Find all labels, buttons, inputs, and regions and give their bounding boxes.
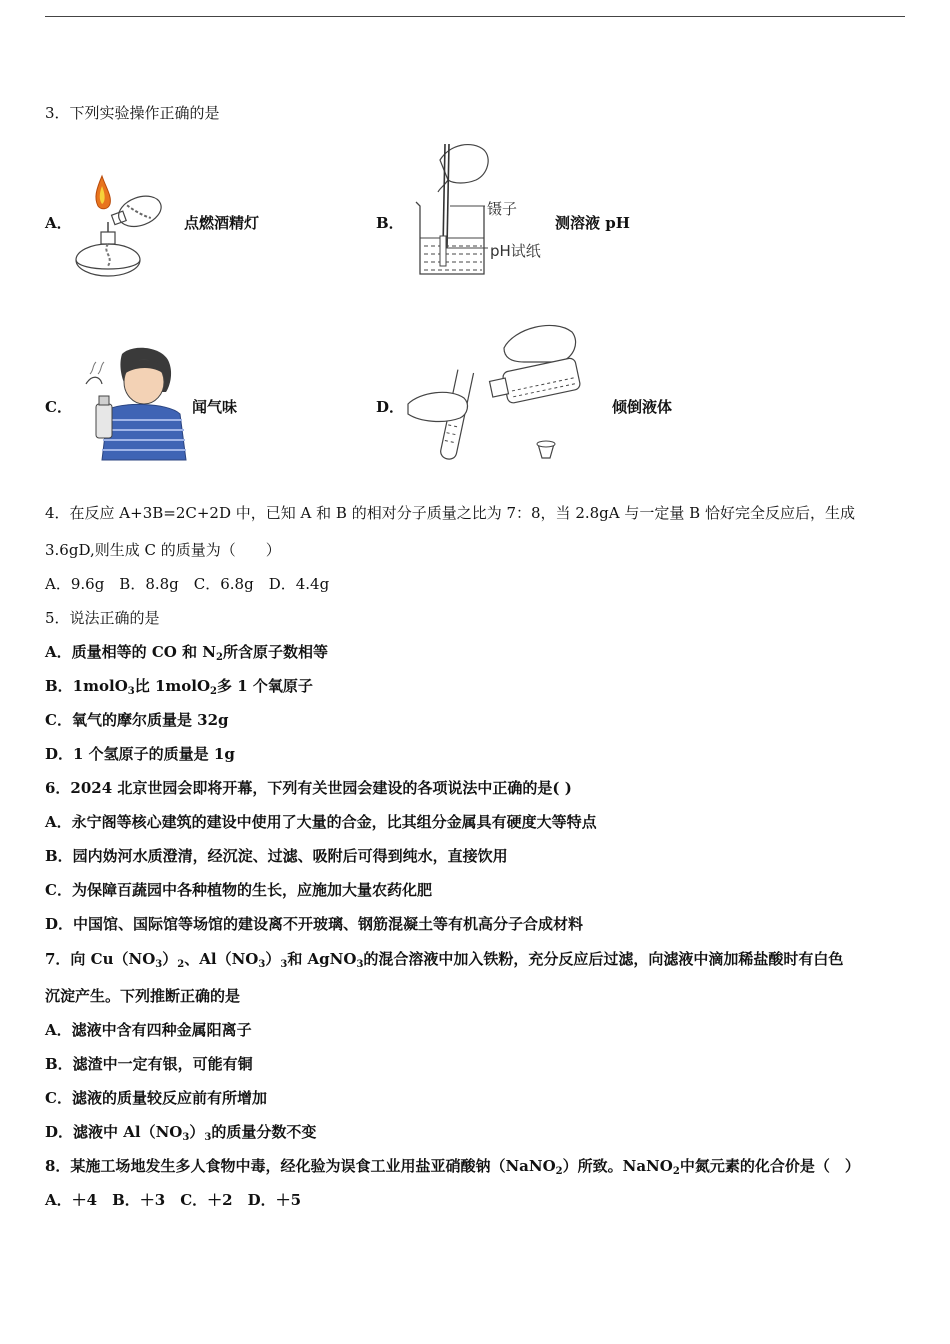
q7-option-c: C．滤液的质量较反应前有所增加 [45, 1089, 267, 1107]
q4-stem-line2: 3.6gD,则生成 C 的质量为（ ） [45, 541, 281, 559]
q3-option-a-caption: 点燃酒精灯 [184, 214, 260, 232]
header-rule [45, 16, 905, 17]
alcohol-lamp-figure [68, 172, 173, 280]
q7-stem-line2: 沉淀产生。下列推断正确的是 [45, 987, 241, 1005]
q4-options: A．9.6g B．8.8g C．6.8g D．4.4g [45, 575, 330, 593]
q3-stem: 3．下列实验操作正确的是 [45, 104, 220, 122]
q5-option-b: B．1molO$_3$比 1molO$_2$多 1 个氧原子 [45, 677, 313, 697]
q6-option-d: D．中国馆、国际馆等场馆的建设离不开玻璃、钢筋混凝土等有机高分子合成材料 [45, 915, 584, 933]
q6-stem: 6．2024 北京世园会即将开幕，下列有关世园会建设的各项说法中正确的是( ) [45, 779, 572, 797]
q6-option-a: A．永宁阁等核心建筑的建设中使用了大量的合金，比其组分金属具有硬度大等特点 [45, 813, 597, 831]
q5-option-d: D．1 个氢原子的质量是 1g [45, 745, 235, 763]
q8-options: A．＋4 B．＋3 C．＋2 D．＋5 [45, 1191, 302, 1209]
q5-option-a: A．质量相等的 CO 和 $N_2$所含原子数相等 [45, 643, 329, 663]
q3-option-d-caption: 倾倒液体 [612, 398, 673, 416]
smell-gas-figure [78, 344, 188, 462]
q5-option-c: C．氧气的摩尔质量是 32g [45, 711, 229, 729]
q7-option-a: A．滤液中含有四种金属阳离子 [45, 1021, 252, 1039]
q6-option-b: B．园内妫河水质澄清，经沉淀、过滤、吸附后可得到纯水，直接饮用 [45, 847, 508, 865]
q8-stem: 8．某施工场地发生多人食物中毒，经化验为误食工业用盐亚硝酸钠（NaNO$_2$）所致。NaNO$_2$中氮元素的化合价是（ ） [45, 1157, 860, 1177]
q3-option-d-label: D． [376, 398, 405, 416]
q3-option-c-label: C． [45, 398, 72, 416]
q3-option-b-label: B． [376, 214, 404, 232]
q3-option-b-caption: 测溶液 pH [555, 214, 630, 232]
q3-option-a-label: A． [45, 214, 72, 232]
q7-option-b: B．滤渣中一定有银，可能有铜 [45, 1055, 253, 1073]
ph-paper-label: pH试纸 [490, 242, 541, 260]
q3-option-c-caption: 闻气味 [192, 398, 238, 416]
q6-option-c: C．为保障百蔬园中各种植物的生长，应施加大量农药化肥 [45, 881, 432, 899]
q5-stem: 5．说法正确的是 [45, 609, 160, 627]
tweezers-label: 镊子 [487, 200, 518, 218]
q4-stem-line1: 4．在反应 A+3B=2C+2D 中，已知 A 和 B 的相对分子质量之比为 7：8，当 2.8gA 与一定量 B 恰好完全反应后，生成 [45, 504, 855, 522]
q7-option-d: D．滤液中 $Al(NO_3)_3$的质量分数不变 [45, 1123, 317, 1143]
pour-liquid-figure [404, 318, 594, 466]
q7-stem-line1: 7．向 $Cu(NO_3)_2$、$Al(NO_3)_3$和 AgNO$_3$的混合溶液中加入铁粉，充分反应后过滤，向滤液中滴加稀盐酸时有白色 [45, 950, 844, 970]
